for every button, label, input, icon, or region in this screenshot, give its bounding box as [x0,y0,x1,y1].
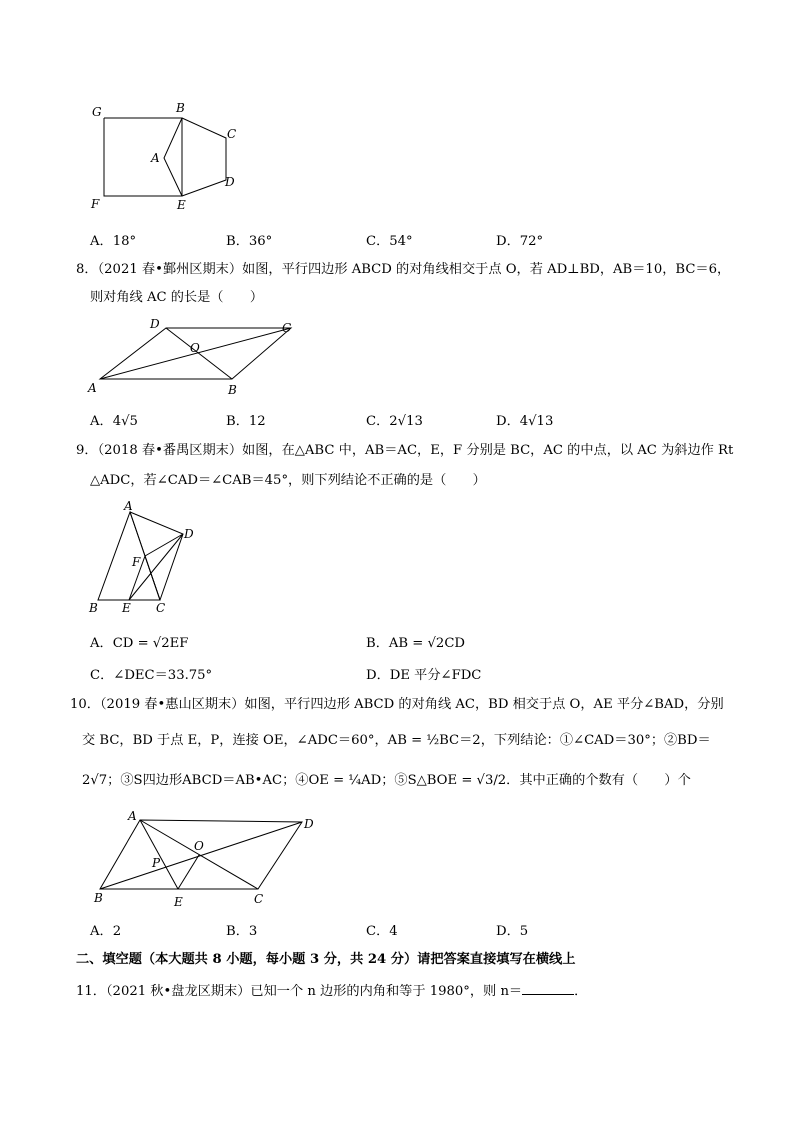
q8-option-a: A．4√5 [90,414,138,429]
section2-title: 二、填空题（本大题共 8 小题，每小题 3 分，共 24 分）请把答案直接填写在横线上 [76,952,576,967]
q9-figure [86,500,216,620]
q10-diagonal-ac [140,820,258,889]
q7-label-A: A [151,151,160,165]
q10-option-b: B．3 [226,924,258,939]
q11-text: 11．（2021 秋•盘龙区期末）已知一个 n 边形的内角和等于 1980°，则 n＝ [76,984,523,999]
q8-label-C: C [282,321,292,335]
q9-option-b: B．AB = √2CD [366,636,465,651]
q10-label-A: A [128,810,137,823]
q8-stem-line2: 则对角线 AC 的长是（ ） [90,290,264,305]
q9-label-F: F [132,555,141,569]
q11-stem [76,982,587,1001]
q7-label-B: B [176,101,185,115]
q9-segment-df [145,534,183,556]
q10-stem-line1: 10．（2019 春•惠山区期末）如图，平行四边形 ABCD 的对角线 AC，BD 相交于点 O，AE 平分∠BAD，分别 [70,697,724,712]
q9-label-A: A [124,500,133,513]
q7-label-E: E [177,198,186,212]
q9-stem-line2: △ADC，若∠CAD＝∠CAB＝45°，则下列结论不正确的是（ ） [90,473,486,488]
q8-stem-line1: 8．（2021 春•鄞州区期末）如图，平行四边形 ABCD 的对角线相交于点 O，若 AD⊥BD，AB＝10，BC＝6， [76,262,731,277]
q7-option-d: D．72° [496,234,544,249]
q9-label-E: E [122,601,131,615]
q9-label-D: D [184,527,194,541]
q7-pentagon-side [182,118,226,196]
q8-figure [86,316,316,396]
q7-option-c: C．54° [366,234,413,249]
q9-label-B: B [89,601,98,615]
q10-diagonal-bd [100,822,302,889]
q10-label-D: D [304,817,314,831]
q9-option-d: D．DE 平分∠FDC [366,668,482,683]
q9-stem-line1: 9．（2018 春•番禺区期末）如图，在△ABC 中，AB＝AC，E，F 分别是 BC，AC 的中点，以 AC 为斜边作 Rt [76,443,734,458]
q9-label-C: C [156,601,166,615]
q8-label-B: B [228,383,237,396]
q10-label-P: P [152,856,161,870]
q8-label-D: D [150,317,160,331]
q7-label-G: G [92,105,102,119]
q7-square [104,118,182,196]
q10-label-E: E [174,895,183,909]
q8-label-A: A [88,381,97,395]
q7-option-b: B．36° [226,234,273,249]
q9-option-c: C．∠DEC＝33.75° [90,668,213,683]
q8-label-O: O [190,341,200,355]
q10-stem-line2: 交 BC，BD 于点 E，P，连接 OE，∠ADC＝60°，AB = ½BC＝2，下列结论：①∠CAD＝30°；②BD＝ [82,733,711,748]
q10-label-B: B [94,891,103,905]
q7-label-F: F [91,197,100,211]
q10-figure [90,810,330,910]
q7-option-a: A．18° [90,234,137,249]
q7-triangle [164,118,182,196]
q10-option-d: D．5 [496,924,529,939]
q7-label-C: C [227,127,237,141]
q8-option-d: D．4√13 [496,414,554,429]
q10-option-c: C．4 [366,924,398,939]
q11-answer-blank[interactable] [522,982,574,995]
q11-end: ． [574,984,588,999]
q8-option-c: C．2√13 [366,414,423,429]
q10-stem-line3: 2√7；③S四边形ABCD＝AB•AC；④OE = ¼AD；⑤S△BOE = √3/2．其中正确的个数有（ ）个 [82,773,691,788]
q7-figure [80,98,250,218]
q10-label-C: C [254,892,264,906]
q10-option-a: A．2 [90,924,122,939]
q9-option-a: A．CD = √2EF [90,636,189,651]
q10-label-O: O [194,839,204,853]
q9-triangle-abc [98,512,160,600]
q8-option-b: B．12 [226,414,266,429]
q10-segment-ae [140,820,178,889]
q7-label-D: D [225,175,235,189]
